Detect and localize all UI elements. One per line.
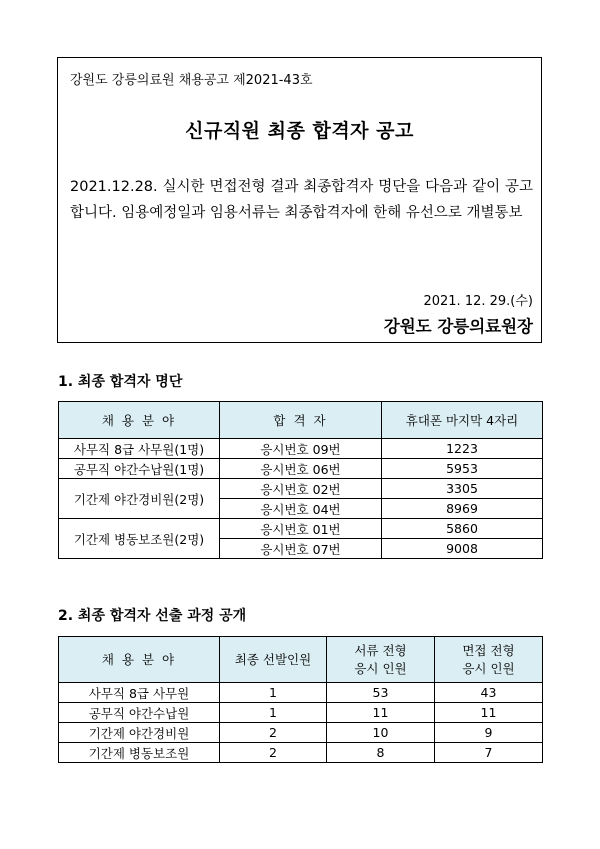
header-selected: 최종 선발인원 (220, 637, 327, 683)
table-row (59, 723, 543, 743)
notice-title: 신규직원 최종 합격자 공고 (185, 120, 414, 142)
header-document: 서류 전형 응시 인원 (327, 637, 435, 683)
phone-cell: 3305 (382, 479, 543, 499)
applicant-cell: 응시번호 09번 (220, 439, 382, 459)
phone-cell: 8969 (382, 499, 543, 519)
document-cell: 11 (327, 703, 435, 723)
phone-cell: 9008 (382, 539, 543, 559)
field-cell: 기간제 병동보조원 (59, 743, 220, 763)
interview-cell: 11 (435, 703, 543, 723)
applicant-cell: 응시번호 01번 (220, 519, 382, 539)
document-cell: 8 (327, 743, 435, 763)
header-field: 채 용 분 야 (59, 402, 220, 439)
header-field: 채 용 분 야 (59, 637, 220, 683)
applicant-cell: 응시번호 07번 (220, 539, 382, 559)
applicant-cell: 응시번호 02번 (220, 479, 382, 499)
table-row (59, 743, 543, 763)
applicant-cell: 응시번호 04번 (220, 499, 382, 519)
phone-cell: 1223 (382, 439, 543, 459)
field-cell: 사무직 8급 사무원 (59, 683, 220, 703)
selected-cell: 1 (220, 683, 327, 703)
section2-title: 2. 최종 합격자 선출 과정 공개 (58, 608, 247, 624)
table-row (59, 519, 543, 539)
table-row (59, 459, 543, 479)
finalist-table (58, 401, 543, 559)
field-cell: 기간제 야간경비원(2명) (59, 479, 220, 519)
notice-number: 강원도 강릉의료원 채용공고 제2021-43호 (70, 73, 313, 88)
notice-body: 2021.12.28. 실시한 면접전형 결과 최종합격자 명단을 다음과 같이 공고합니다. 임용예정일과 임용서류는 최종합격자에 한해 유선으로 개별통보 (70, 179, 533, 221)
field-cell: 공무직 야간수납원(1명) (59, 459, 220, 479)
finalist-table-header (59, 402, 543, 439)
field-cell: 사무직 8급 사무원(1명) (59, 439, 220, 459)
selection-process-table (58, 636, 543, 763)
selection-table-header (59, 637, 543, 683)
selected-cell: 2 (220, 743, 327, 763)
applicant-cell: 응시번호 06번 (220, 459, 382, 479)
field-cell: 기간제 병동보조원(2명) (59, 519, 220, 559)
interview-cell: 7 (435, 743, 543, 763)
notice-box (57, 57, 542, 343)
phone-cell: 5953 (382, 459, 543, 479)
table-row (59, 479, 543, 499)
table-row (59, 439, 543, 459)
header-interview: 면접 전형 응시 인원 (435, 637, 543, 683)
table-row (59, 703, 543, 723)
table-row (59, 683, 543, 703)
selected-cell: 2 (220, 723, 327, 743)
document-cell: 53 (327, 683, 435, 703)
field-cell: 기간제 야간경비원 (59, 723, 220, 743)
section1-title: 1. 최종 합격자 명단 (58, 374, 183, 390)
interview-cell: 43 (435, 683, 543, 703)
interview-cell: 9 (435, 723, 543, 743)
header-applicant: 합 격 자 (220, 402, 382, 439)
document-cell: 10 (327, 723, 435, 743)
phone-cell: 5860 (382, 519, 543, 539)
header-phone: 휴대폰 마지막 4자리 (382, 402, 543, 439)
field-cell: 공무직 야간수납원 (59, 703, 220, 723)
selected-cell: 1 (220, 703, 327, 723)
notice-date: 2021. 12. 29.(수) (423, 294, 533, 309)
notice-org: 강원도 강릉의료원장 (383, 317, 533, 336)
